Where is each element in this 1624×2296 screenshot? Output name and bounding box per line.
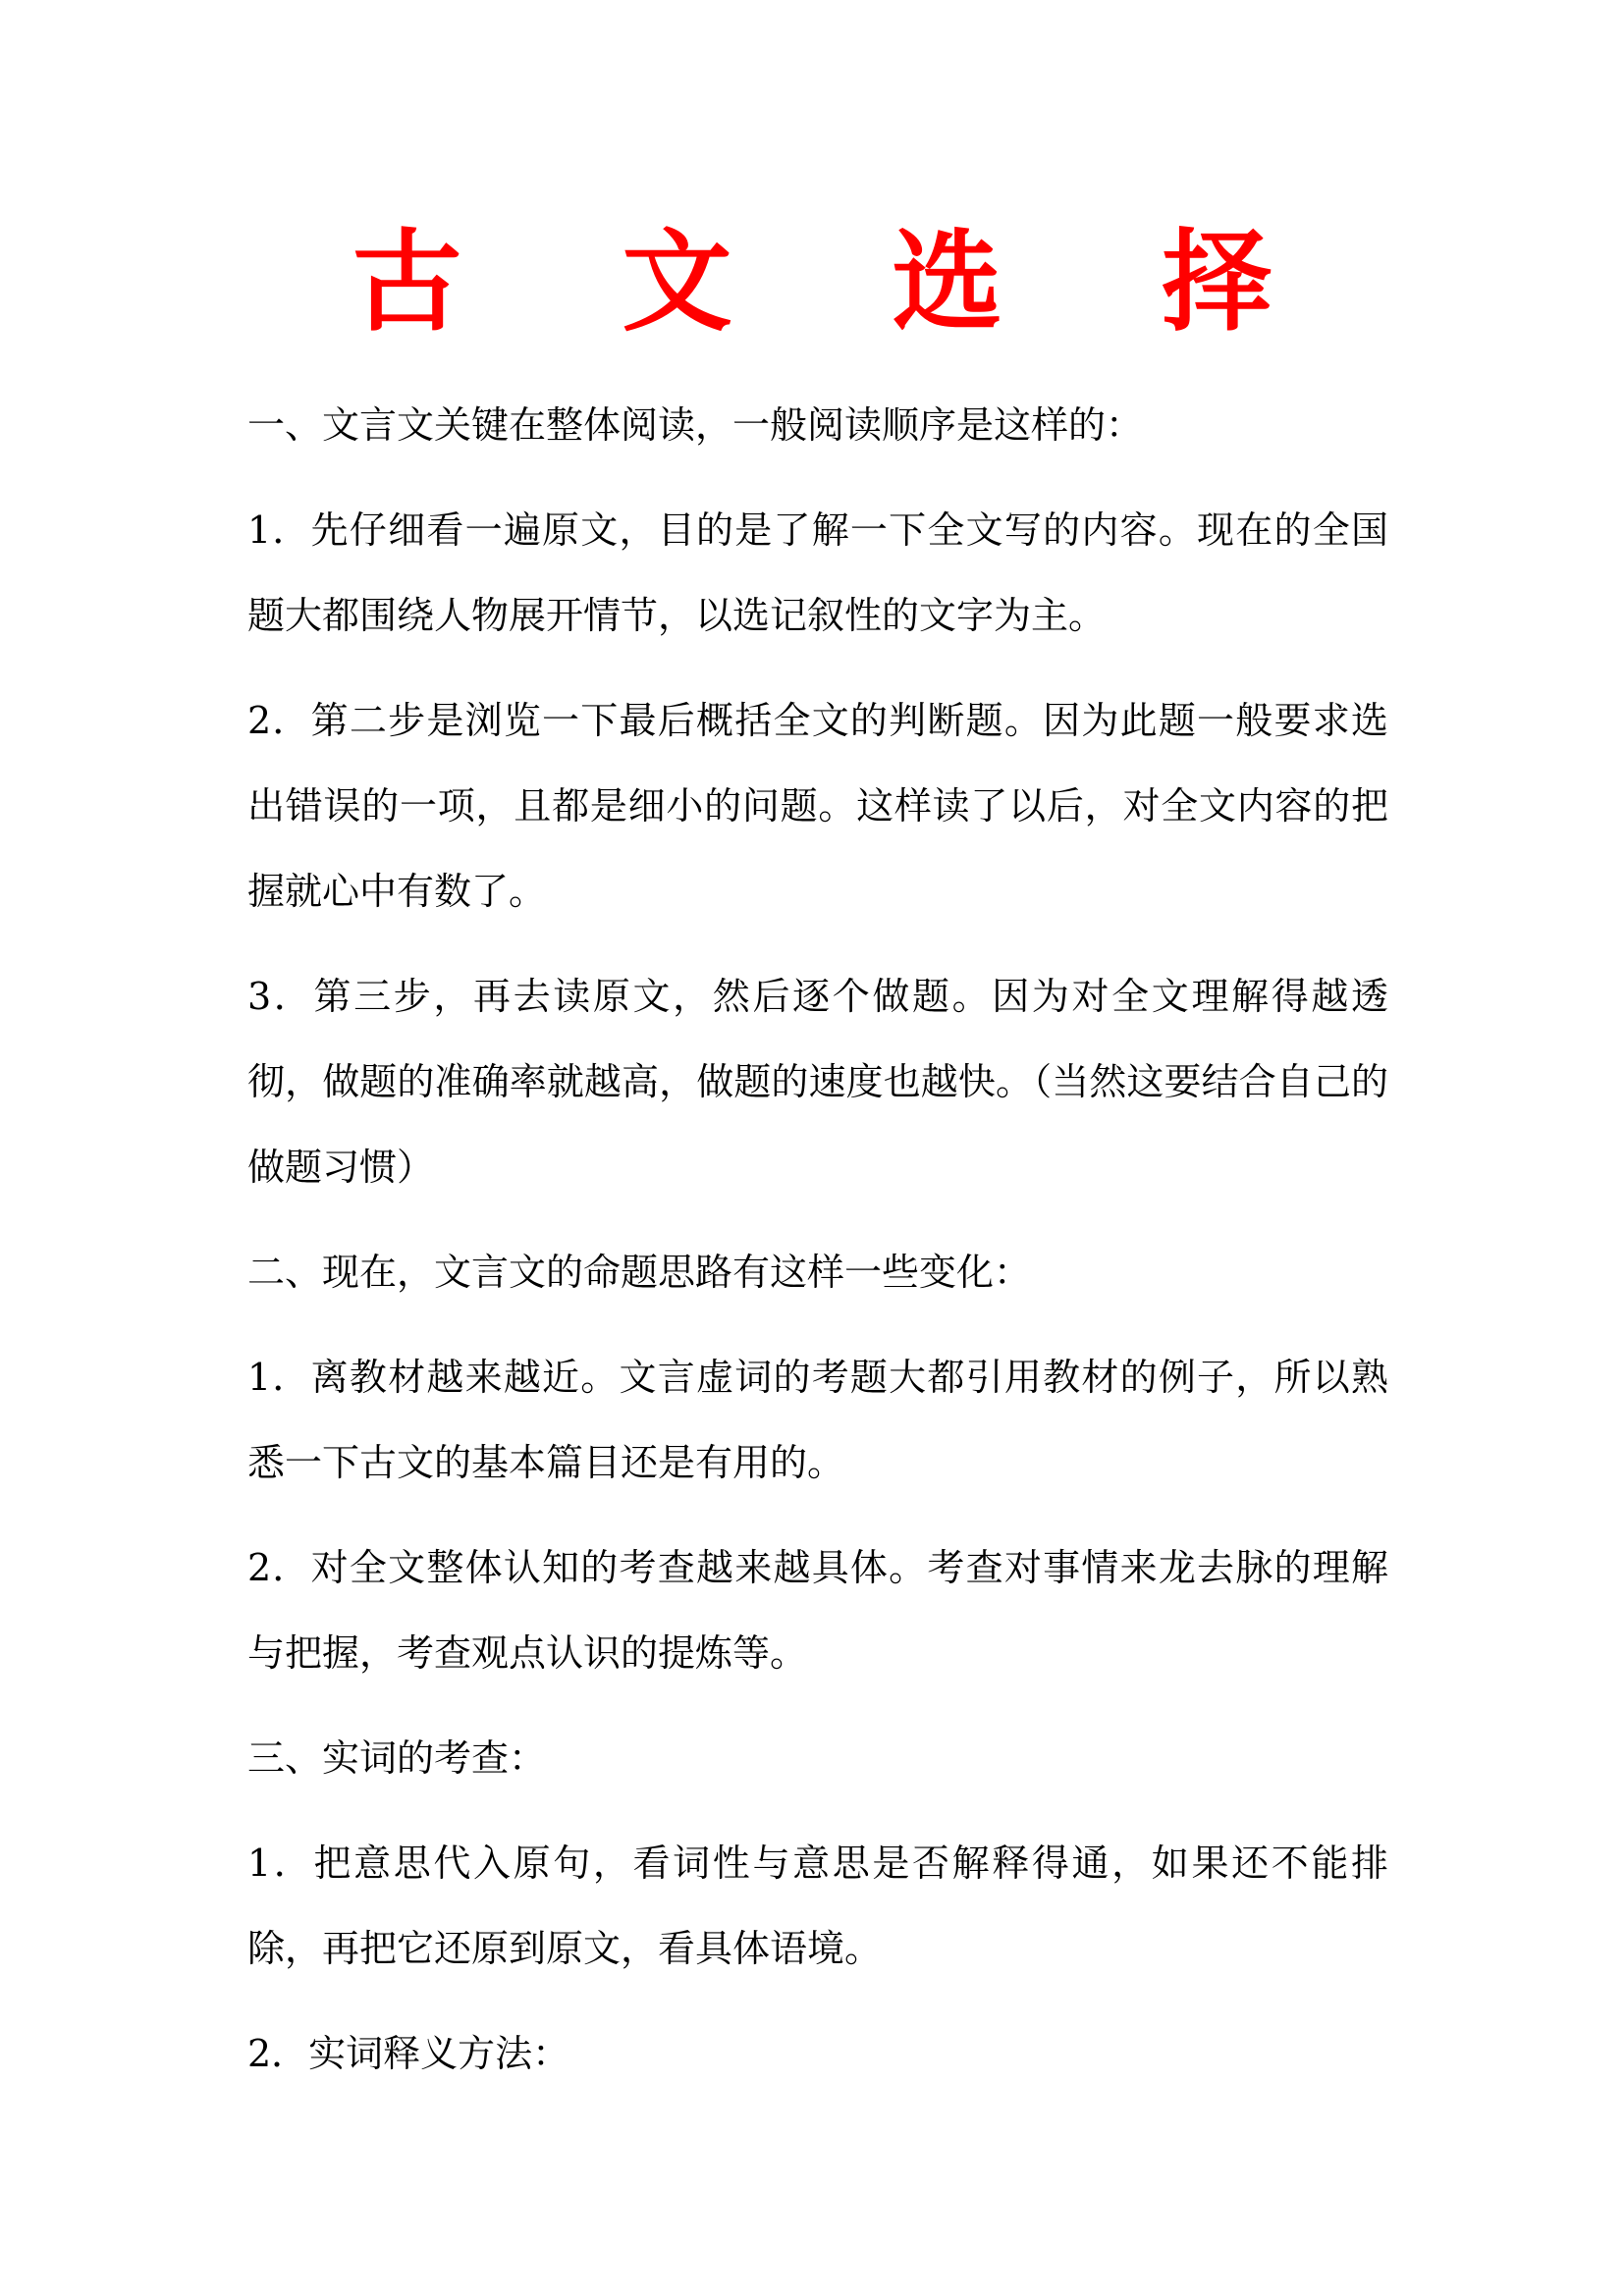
paragraph-change-two: 2．对全文整体认知的考查越来越具体。考查对事情来龙去脉的理解与把握，考查观点认识的提炼等。 [247, 1546, 1388, 1675]
paragraph-change-one: 1．离教材越来越近。文言虚词的考题大都引用教材的例子，所以熟悉一下古文的基本篇目还是有用的。 [247, 1356, 1388, 1484]
paragraph-step-one: 1．先仔细看一遍原文，目的是了解一下全文写的内容。现在的全国题大都围绕人物展开情节，以选记叙性的文字为主。 [247, 508, 1388, 637]
section-heading-three: 三、实词的考查： [247, 1736, 547, 1780]
document-body [247, 383, 1388, 2116]
paragraph-word-one: 1．把意思代入原句，看词性与意思是否解释得通，如果还不能排除，再把它还原到原文，看具体语境。 [247, 1842, 1388, 1970]
section-heading-two: 二、现在，文言文的命题思路有这样一些变化： [247, 1251, 1032, 1294]
paragraph-step-three: 3．第三步，再去读原文，然后逐个做题。因为对全文理解得越透彻，做题的准确率就越高，做题的速度也越快。（当然这要结合自己的做题习惯） [247, 975, 1388, 1189]
section-heading-one: 一、文言文关键在整体阅读，一般阅读顺序是这样的： [247, 403, 1144, 447]
paragraph-step-two: 2．第二步是浏览一下最后概括全文的判断题。因为此题一般要求选出错误的一项，且都是细小的问题。这样读了以后，对全文内容的把握就心中有数了。 [247, 699, 1388, 913]
paragraph-word-two: 2．实词释义方法： [247, 2032, 570, 2075]
document-title: 古 文 选 择 [352, 219, 1333, 347]
